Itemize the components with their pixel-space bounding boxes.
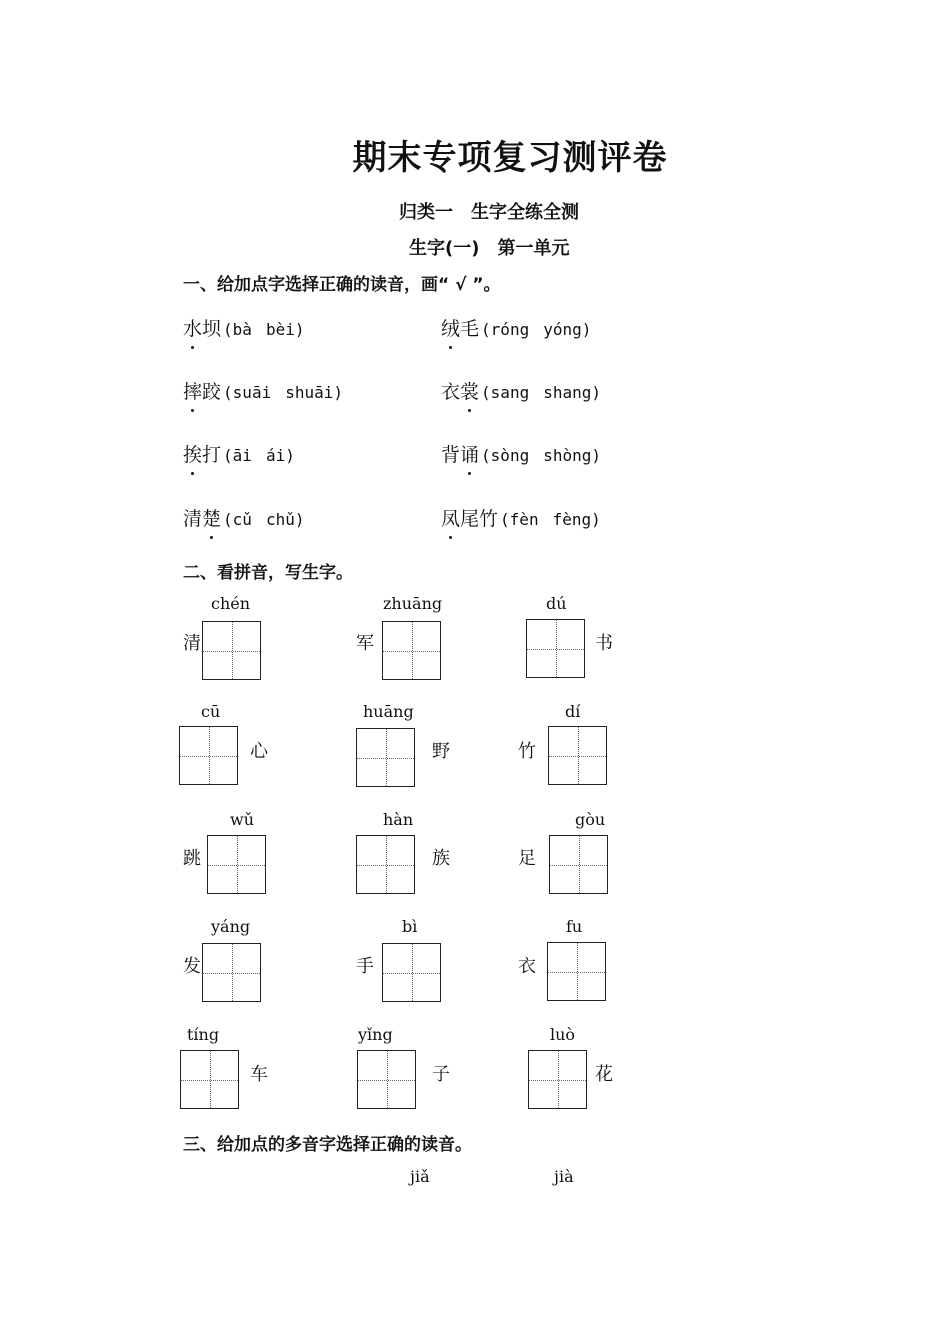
pinyin-label: dú <box>546 594 567 613</box>
writing-grid-box[interactable] <box>382 621 441 680</box>
pinyin-choice-item[interactable]: 背诵 (sòng shòng) <box>441 440 601 467</box>
context-char: 清 <box>183 633 201 654</box>
pinyin-label: huāng <box>363 702 414 721</box>
subtitle-category: 归类一 生字全练全测 <box>399 202 579 223</box>
writing-grid-box[interactable] <box>179 726 238 785</box>
section2-heading: 二、看拼音，写生字。 <box>183 563 353 583</box>
writing-grid-box[interactable] <box>547 942 606 1001</box>
writing-grid-box[interactable] <box>180 1050 239 1109</box>
section3-heading: 三、给加点的多音字选择正确的读音。 <box>183 1135 472 1155</box>
pinyin-label: zhuāng <box>383 594 443 613</box>
context-char: 跳 <box>183 848 201 869</box>
context-char: 衣 <box>518 956 536 977</box>
context-char: 发 <box>183 956 201 977</box>
writing-grid-box[interactable] <box>207 835 266 894</box>
pinyin-label: dí <box>565 702 581 721</box>
pinyin-label: bì <box>402 917 418 936</box>
context-char: 花 <box>595 1064 613 1085</box>
pinyin-choice-item[interactable]: 衣裳 (sang shang) <box>441 377 601 404</box>
page-title: 期末专项复习测评卷 <box>352 138 668 178</box>
pinyin-option[interactable]: jiǎ <box>410 1167 430 1186</box>
pinyin-choice-item[interactable]: 摔跤 (suāi shuāi) <box>183 377 343 404</box>
subtitle-unit: 生字(一) 第一单元 <box>409 238 570 259</box>
context-char: 车 <box>250 1064 268 1085</box>
writing-grid-box[interactable] <box>202 943 261 1002</box>
pinyin-label: cū <box>201 702 221 721</box>
context-char: 竹 <box>518 741 536 762</box>
writing-grid-box[interactable] <box>526 619 585 678</box>
pinyin-choice-item[interactable]: 绒毛 (róng yóng) <box>441 314 591 341</box>
writing-grid-box[interactable] <box>549 835 608 894</box>
pinyin-label: chén <box>211 594 251 613</box>
pinyin-option[interactable]: jià <box>554 1167 574 1186</box>
pinyin-label: tíng <box>187 1025 220 1044</box>
pinyin-label: fu <box>566 917 583 936</box>
writing-grid-box[interactable] <box>356 835 415 894</box>
writing-grid-box[interactable] <box>528 1050 587 1109</box>
pinyin-choice-item[interactable]: 水坝 (bà bèi) <box>183 314 304 341</box>
pinyin-label: hàn <box>383 810 414 829</box>
pinyin-label: wǔ <box>230 810 254 829</box>
writing-grid-box[interactable] <box>202 621 261 680</box>
writing-grid-box[interactable] <box>356 728 415 787</box>
writing-grid-box[interactable] <box>357 1050 416 1109</box>
pinyin-choice-item[interactable]: 挨打 (āi ái) <box>183 440 295 467</box>
context-char: 手 <box>356 956 374 977</box>
context-char: 野 <box>432 741 450 762</box>
pinyin-choice-item[interactable]: 清楚 (cǔ chǔ) <box>183 504 304 531</box>
writing-grid-box[interactable] <box>548 726 607 785</box>
pinyin-label: yáng <box>211 917 251 936</box>
context-char: 族 <box>432 848 450 869</box>
pinyin-label: luò <box>550 1025 576 1044</box>
pinyin-choice-item[interactable]: 凤尾竹 (fèn fèng) <box>441 504 601 531</box>
context-char: 书 <box>595 633 613 654</box>
pinyin-label: yǐng <box>358 1025 393 1044</box>
context-char: 足 <box>518 848 536 869</box>
context-char: 子 <box>432 1064 450 1085</box>
context-char: 军 <box>356 633 374 654</box>
section1-heading: 一、给加点字选择正确的读音，画“ √ ”。 <box>183 275 501 295</box>
pinyin-label: gòu <box>575 810 606 829</box>
context-char: 心 <box>250 741 268 762</box>
writing-grid-box[interactable] <box>382 943 441 1002</box>
